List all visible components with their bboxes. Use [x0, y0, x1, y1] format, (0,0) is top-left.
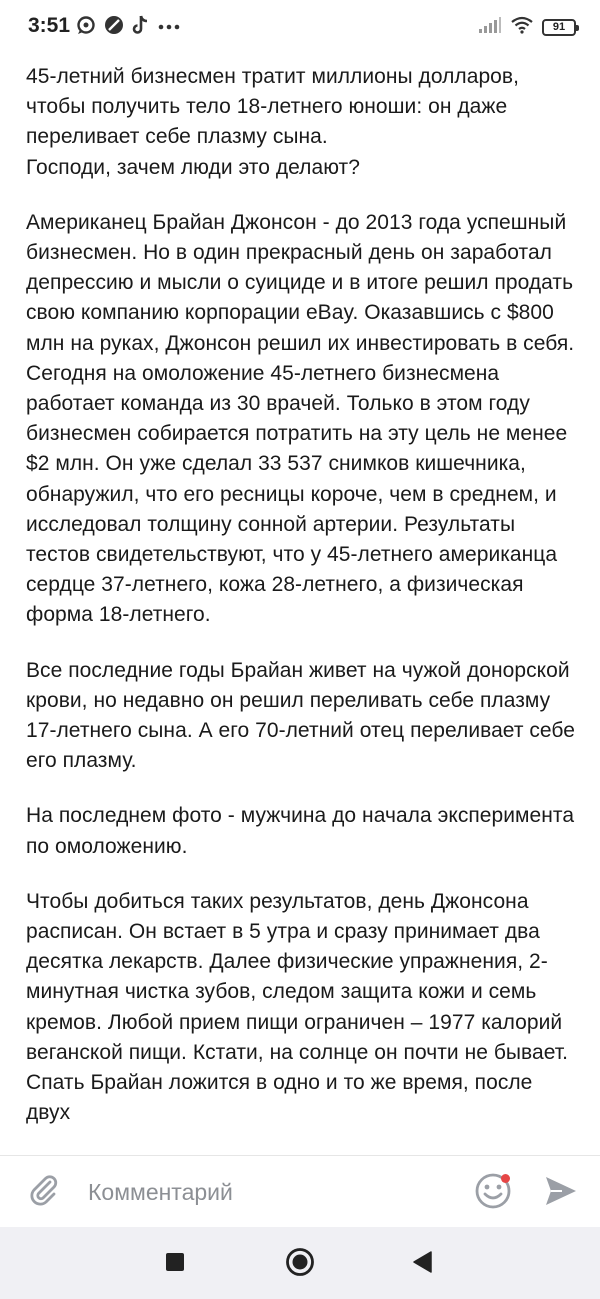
post-paragraph-3: Все последние годы Брайан живет на чужой донорской крови, но недавно он решил переливать себе плазму 17-летнего сына. А его 70-летний отец переливает себе его плазму. — [26, 658, 575, 773]
tiktok-icon — [132, 15, 150, 40]
signal-icon — [478, 16, 502, 39]
emoji-button[interactable] — [470, 1170, 516, 1216]
status-time: 3:51 — [28, 14, 71, 37]
status-notification-icons — [76, 14, 180, 40]
attach-button[interactable] — [24, 1172, 64, 1212]
navigation-bar — [0, 1227, 600, 1299]
more-dots-icon — [158, 18, 180, 36]
status-system-icons — [478, 14, 576, 40]
post-paragraph-2: Американец Брайан Джонсон - до 2013 года успешный бизнесмен. Но в один прекрасный день он заработал депрессию и мысли о суициде и в итоге решил продать свою компанию корпорации eBay. Оказавшись с $800 млн на руках, Джонсон решил их инвестировать в себя. Сегодня на омоложение 45-летнего бизнесмена работает команда из 30 врачей. Только в этом году бизнесмен собирается потратить на эту цель не менее $2 млн. Он уже сделал 33 537 снимков кишечника, обнаружил, что его ресницы короче, чем в среднем, и исследовал толщину сонной артерии. Результаты тестов свидетельствуют, что у 45-летнего американца сердце 37-летнего, кожа 28-летнего, а физическая форма 18-летнего. — [26, 210, 575, 627]
send-button[interactable] — [540, 1172, 582, 1214]
post-paragraph-5: Чтобы добиться таких результатов, день Джонсона расписан. Он встает в 5 утра и сразу принимает два десятка лекарств. Далее физические упражнения, 2-минутная чистка зубов, следом защита кожи и семь кремов. Любой прием пищи ограничен – 1977 калорий веганской пищи. Кстати, на солнце он почти не бывает. Спать Брайан ложится в одно и то же время, после двух — [26, 889, 569, 1125]
post-paragraph-4: На последнем фото - мужчина до начала эксперимента по омоложению. — [26, 804, 575, 858]
back-button[interactable] — [397, 1239, 447, 1289]
back-triangle-icon — [412, 1251, 432, 1278]
recent-apps-button[interactable] — [150, 1239, 200, 1289]
wifi-icon — [510, 16, 534, 39]
recent-apps-square-icon — [165, 1252, 185, 1277]
send-arrow-icon — [544, 1175, 578, 1212]
home-button[interactable] — [275, 1239, 325, 1289]
post-paragraph-1: 45-летний бизнесмен тратит миллионы долларов, чтобы получить тело 18-летнего юноши: он даже переливает себе плазму сына. Господи, зачем люди это делают? — [26, 65, 519, 179]
paperclip-icon — [27, 1173, 61, 1212]
chat-bubble-icon — [76, 15, 96, 40]
battery-icon — [542, 19, 576, 36]
status-bar — [0, 0, 600, 54]
comment-bar — [0, 1155, 600, 1227]
post-text — [26, 62, 582, 1154]
notification-dot — [501, 1174, 510, 1183]
comment-input[interactable] — [86, 1170, 460, 1214]
crossed-circle-icon — [104, 15, 124, 40]
battery-level: 91 — [552, 21, 566, 33]
home-circle-icon — [285, 1247, 315, 1282]
